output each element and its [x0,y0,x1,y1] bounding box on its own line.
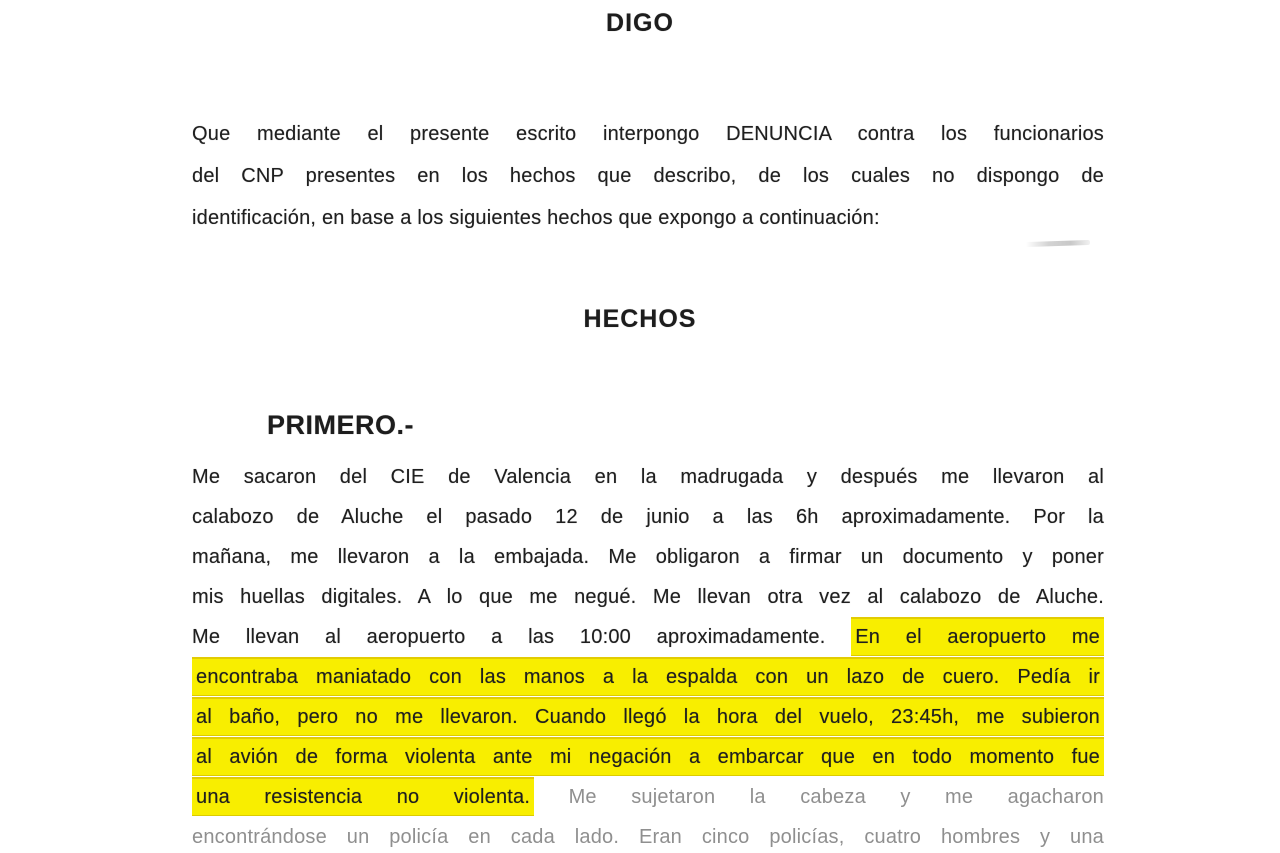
highlighted-text: En el aeropuerto me [851,617,1104,656]
text-segment: mañana, me llevaron a la embajada. Me obligaron a firmar un documento y poner [192,546,1104,568]
text-line [192,537,1104,577]
text-segment: del CNP presentes en los hechos que describo, de los cuales no dispongo de [192,165,1104,187]
highlighted-text: encontraba maniatado con las manos a la espalda con un lazo de cuero. Pedía ir [192,657,1104,696]
text-line [192,737,1104,777]
text-segment: Me llevan al aeropuerto a las 10:00 aproximadamente. [192,626,852,648]
text-line [192,657,1104,697]
text-line [192,497,1104,537]
heading-digo: DIGO [606,9,674,37]
text-line [192,457,1104,497]
text-segment: mis huellas digitales. A lo que me negué. Me llevan otra vez al calabozo de Aluche. [192,586,1104,608]
heading-hechos: HECHOS [583,305,697,333]
highlighted-text: al baño, pero no me llevaron. Cuando llegó la hora del vuelo, 23:45h, me subieron [192,697,1104,736]
text-line [192,113,1104,155]
highlighted-text: una resistencia no violenta. [192,777,534,816]
text-line [192,197,1104,239]
text-line [192,617,1104,657]
text-segment: calabozo de Aluche el pasado 12 de junio a las 6h aproximadamente. Por la [192,506,1104,528]
text-line [192,577,1104,617]
text-line [192,697,1104,737]
text-line [192,155,1104,197]
intro-paragraph [192,113,1104,239]
highlighted-text: al avión de forma violenta ante mi negación a embarcar que en todo momento fue [192,737,1104,776]
text-segment: identificación, en base a los siguientes hechos que expongo a continuación: [192,207,880,229]
text-line [192,777,1104,817]
scan-smudge-artifact [1026,240,1090,247]
faded-text: Me sujetaron la cabeza y me agacharon [534,786,1104,808]
text-segment: Que mediante el presente escrito interpongo DENUNCIA contra los funcionarios [192,123,1104,145]
text-line [192,817,1104,853]
primero-paragraph [192,457,1104,853]
text-segment: Me sacaron del CIE de Valencia en la madrugada y después me llevaron al [192,466,1104,488]
subheading-primero: PRIMERO.- [267,410,415,440]
faded-text: encontrándose un policía en cada lado. Eran cinco policías, cuatro hombres y una [192,826,1104,848]
